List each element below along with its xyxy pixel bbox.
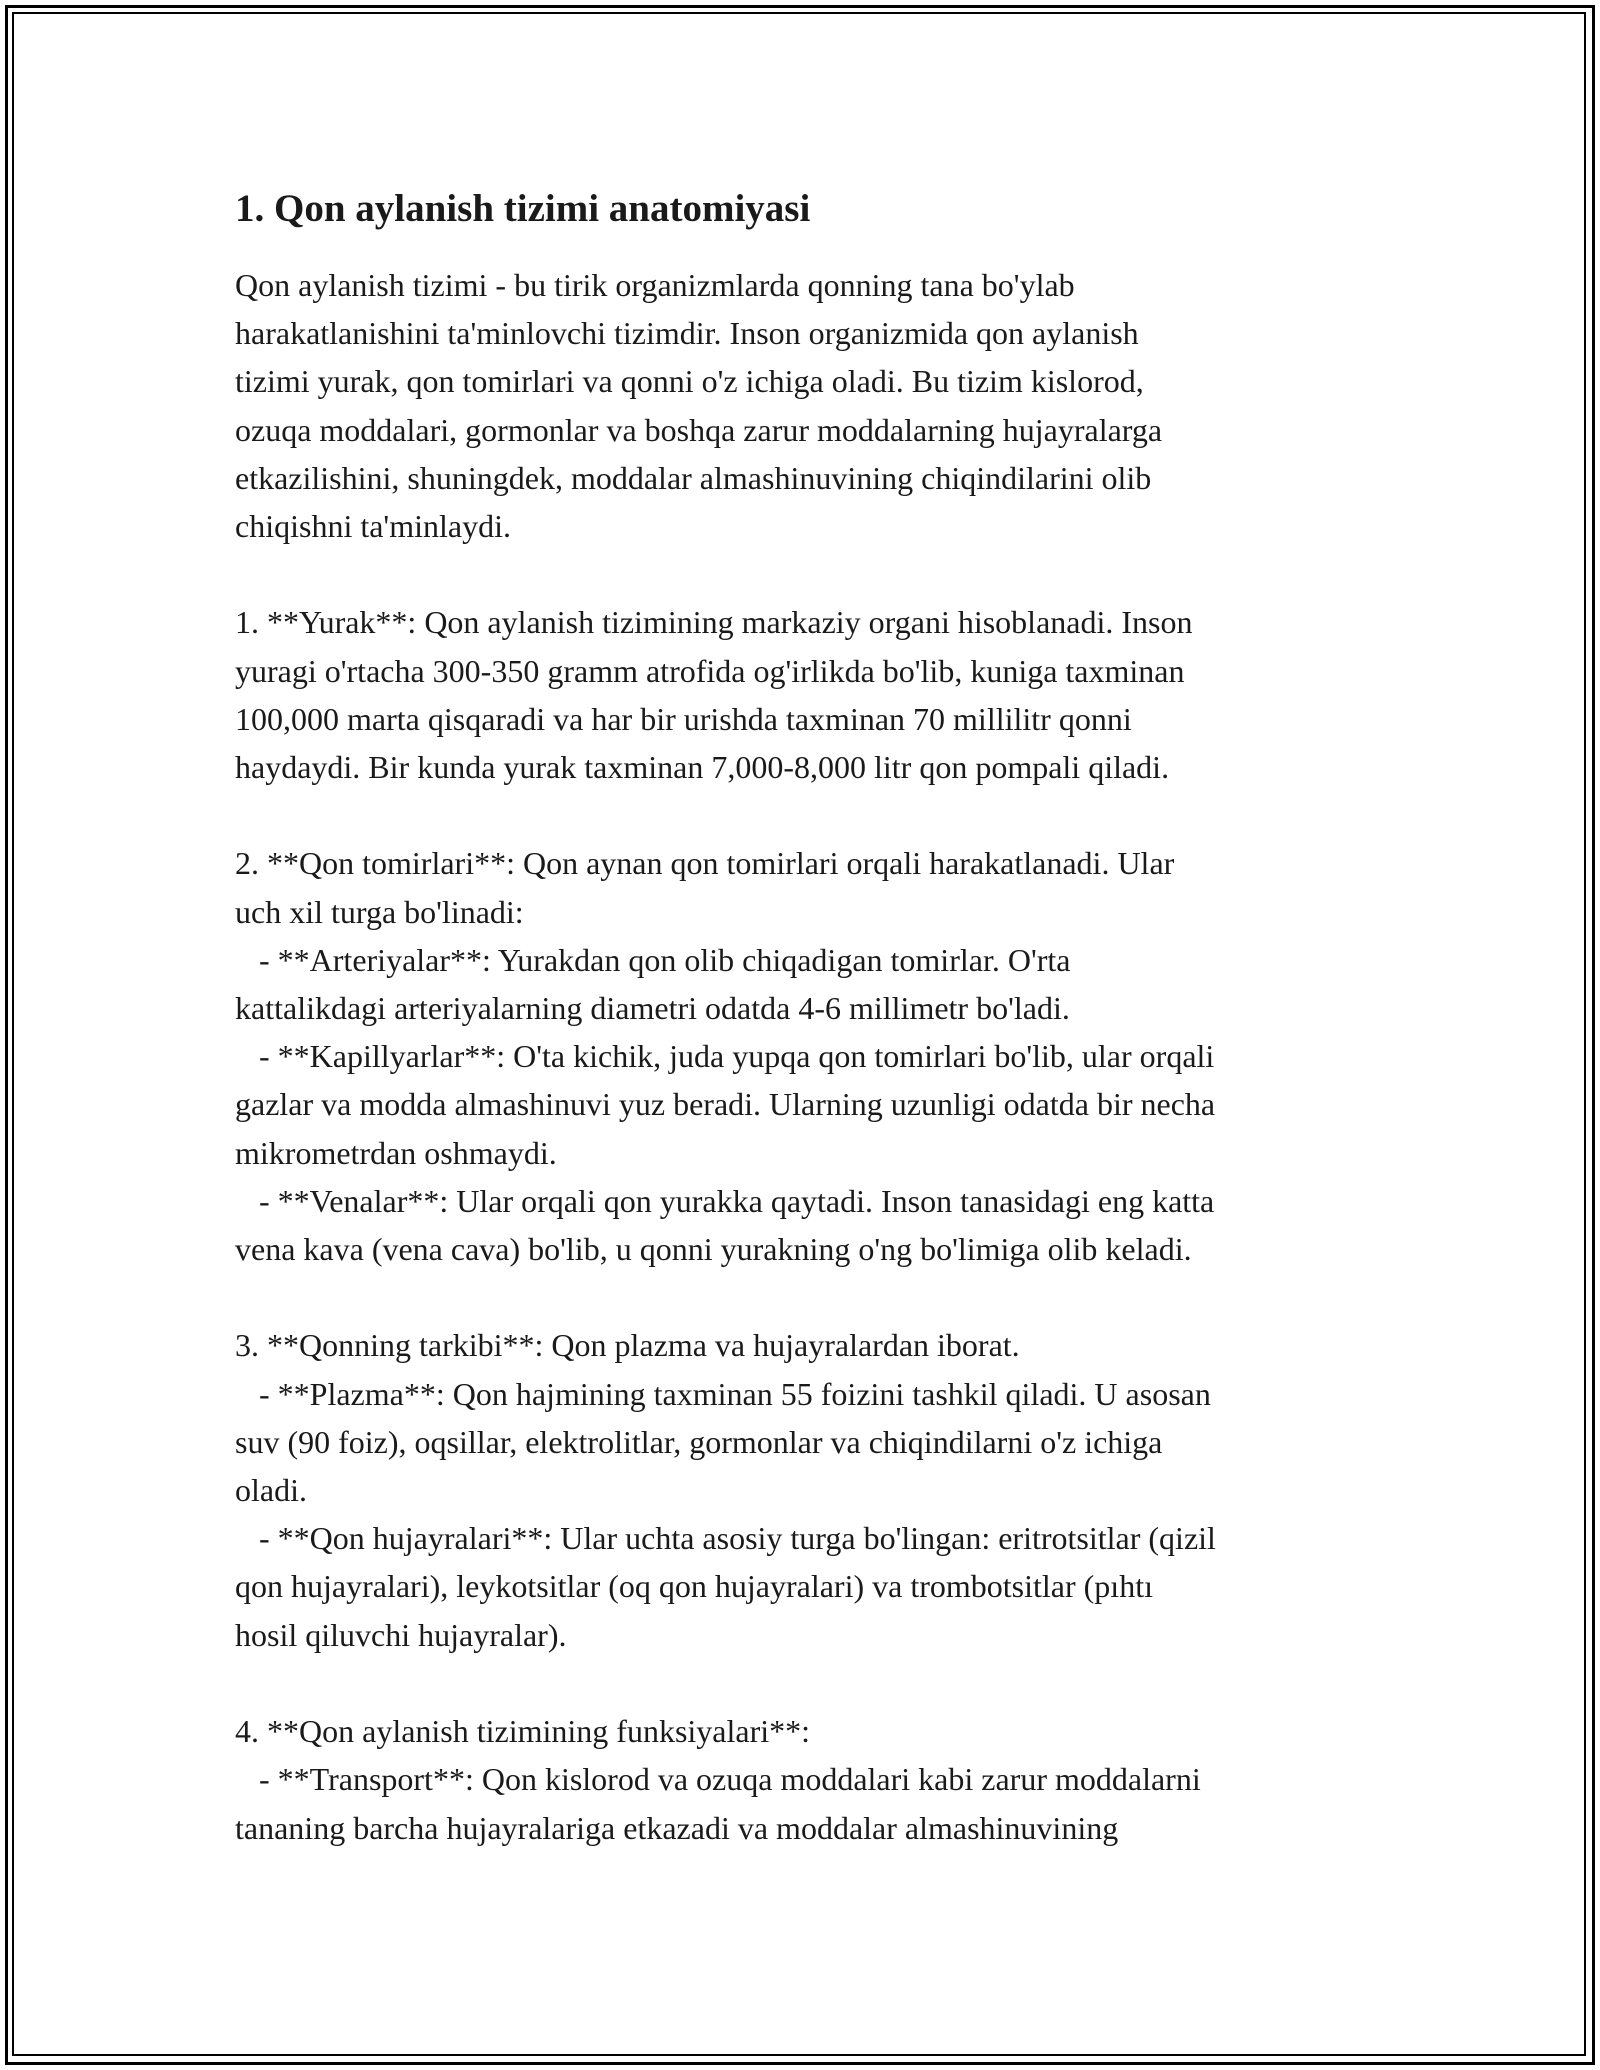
document-content [235, 185, 1385, 1852]
paragraph-funksiyalari: 4. **Qon aylanish tizimining funksiyalari**: - **Transport**: Qon kislorod va ozuqa moddalari kabi zarur moddalarni tananing barcha hujayralariga etkazadi va moddalar almashinuvining [235, 1713, 1201, 1846]
paragraph-intro: Qon aylanish tizimi - bu tirik organizmlarda qonning tana bo'ylab harakatlanishini ta'minlovchi tizimdir. Inson organizmida qon aylanish tizimi yurak, qon tomirlari va qonni o'z ichiga oladi. Bu tizim kislorod, ozuqa moddalari, gormonlar va boshqa zarur moddalarning hujayralarga etkazilishini, shuningdek, moddalar almashinuvining chiqindilarini olib chiqishni ta'minlaydi. [235, 267, 1163, 545]
document-title: 1. Qon aylanish tizimi anatomiyasi [235, 187, 811, 230]
paragraph-yurak: 1. **Yurak**: Qon aylanish tizimining markaziy organi hisoblanadi. Inson yuragi o'rtacha 300-350 gramm atrofida og'irlikda bo'lib, kuniga taxminan 100,000 marta qisqaradi va har bir urishda taxminan 70 millilitr qonni haydaydi. Bir kunda yurak taxminan 7,000-8,000 litr qon pompali qiladi. [235, 604, 1193, 786]
document-body [235, 261, 1385, 1852]
paragraph-qon-tomirlari: 2. **Qon tomirlari**: Qon aynan qon tomirlari orqali harakatlanadi. Ular uch xil turga bo'linadi: - **Arteriyalar**: Yurakdan qon olib chiqadigan tomirlar. O'rta kattalikdagi arteriyalarning diametri odatda 4-6 millimetr bo'ladi. - **Kapillyarlar**: O'ta kichik, juda yupqa qon tomirlari bo'lib, ular orqali gazlar va modda almashinuvi yuz beradi. Ularning uzunligi odatda bir necha mikrometrdan oshmaydi. - **Venalar**: Ular orqali qon yurakka qaytadi. Inson tanasidagi eng katta vena kava (vena cava) bo'lib, u qonni yurakning o'ng bo'limiga olib keladi. [235, 845, 1216, 1268]
paragraph-qonning-tarkibi: 3. **Qonning tarkibi**: Qon plazma va hujayralardan iborat. - **Plazma**: Qon hajmining taxminan 55 foizini tashkil qiladi. U asosan suv (90 foiz), oqsillar, elektrolitlar, gormonlar va chiqindilarni o'z ichiga oladi. - **Qon hujayralari**: Ular uchta asosiy turga bo'lingan: eritrotsitlar (qizil qon hujayralari), leykotsitlar (oq qon hujayralari) va trombotsitlar (pıhtı hosil qiluvchi hujayralar). [235, 1327, 1216, 1653]
